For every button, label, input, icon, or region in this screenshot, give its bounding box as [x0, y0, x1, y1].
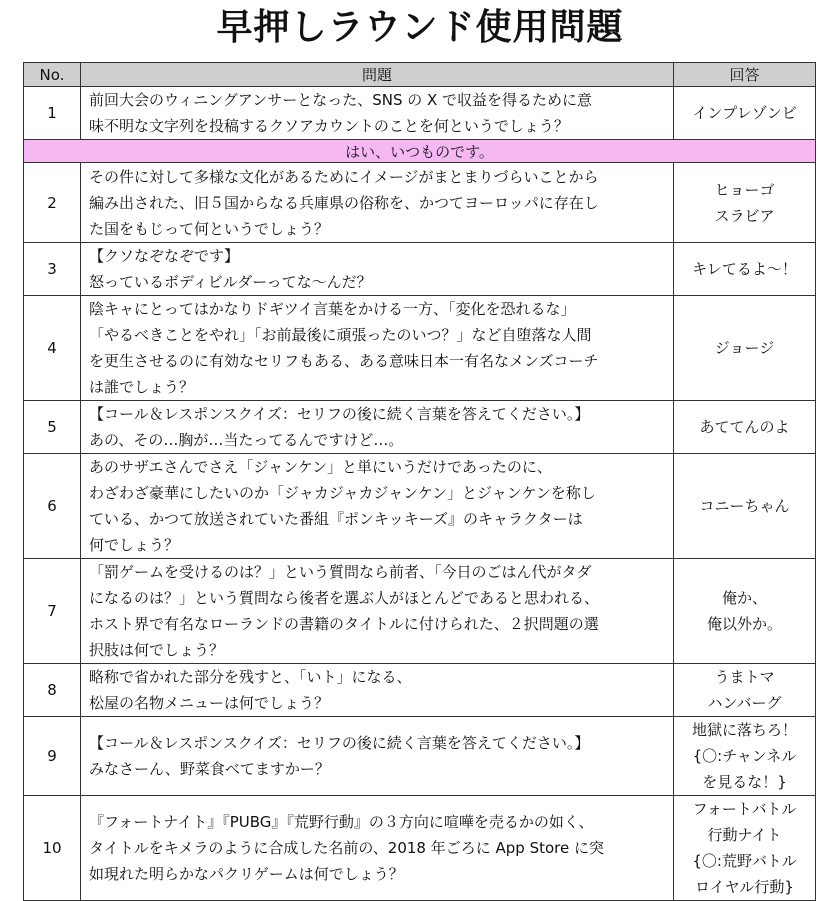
- row-number: 6: [24, 454, 81, 559]
- answer-text: うまトマ ハンバーグ: [674, 664, 816, 717]
- row-number: 8: [24, 664, 81, 717]
- answer-text: 地獄に落ちろ！ {〇:チャンネル を見るな！}: [674, 717, 816, 796]
- row-number: 1: [24, 87, 81, 140]
- answer-text: ヒョーゴ スラビア: [674, 163, 816, 243]
- row-number: 7: [24, 559, 81, 664]
- question-text: その件に対して多様な文化があるためにイメージがまとまりづらいことから 編み出された、旧５国からなる兵庫県の俗称を、かつてヨーロッパに存在し た国をもじって何というでしょう？: [81, 163, 674, 243]
- header-answer: 回答: [674, 63, 816, 87]
- answer-text: 俺か、 俺以外か。: [674, 559, 816, 664]
- note-row: [24, 140, 816, 163]
- answer-text: インプレゾンビ: [674, 87, 816, 140]
- table-row: [24, 401, 816, 454]
- answer-text: コニーちゃん: [674, 454, 816, 559]
- question-text: あのサザエさんでさえ「ジャンケン」と単にいうだけであったのに、 わざわざ豪華にしたいのか「ジャカジャカジャンケン」とジャンケンを称し ている、かつて放送されていた番組『ポンキッキーズ』のキャラクターは 何でしょう？: [81, 454, 674, 559]
- row-number: 3: [24, 243, 81, 296]
- table-row: [24, 796, 816, 901]
- table-row: [24, 664, 816, 717]
- table-row: [24, 454, 816, 559]
- question-text: 『フォートナイト』『PUBG』『荒野行動』の３方向に喧嘩を売るかの如く、 タイトルをキメラのように合成した名前の、2018 年ごろに App Store に突 如現れた明らかなパクリゲームは何でしょう？: [81, 796, 674, 901]
- table-row: [24, 296, 816, 401]
- row-number: 9: [24, 717, 81, 796]
- question-text: 前回大会のウィニングアンサーとなった、SNS の X で収益を得るために意 味不明な文字列を投稿するクソアカウントのことを何というでしょう？: [81, 87, 674, 140]
- question-text: 略称で省かれた部分を残すと、「いト」になる、 松屋の名物メニューは何でしょう？: [81, 664, 674, 717]
- header-question: 問題: [81, 63, 674, 87]
- row-number: 4: [24, 296, 81, 401]
- question-text: 「罰ゲームを受けるのは？」という質問なら前者、「今日のごはん代がタダ になるのは？」という質問なら後者を選ぶ人がほとんどであると思われる、 ホスト界で有名なローランドの書籍のタイトルに付けられた、２択問題の選 択肢は何でしょう？: [81, 559, 674, 664]
- answer-text: ジョージ: [674, 296, 816, 401]
- table-row: [24, 717, 816, 796]
- answer-text: フォートバトル 行動ナイト {〇:荒野バトル ロイヤル行動}: [674, 796, 816, 901]
- page-title: 早押しラウンド使用問題: [216, 7, 624, 48]
- table-header-row: [24, 63, 816, 87]
- header-no: No.: [24, 63, 81, 87]
- table-row: [24, 87, 816, 140]
- question-text: 【コール＆レスポンスクイズ：セリフの後に続く言葉を答えてください。】 あの、その…胸が…当たってるんですけど…。: [81, 401, 674, 454]
- table-row: [24, 559, 816, 664]
- question-text: 陰キャにとってはかなりドギツイ言葉をかける一方、「変化を恐れるな」 「やるべきことをやれ」「お前最後に頑張ったのいつ？」など自堕落な人間 を更生させるのに有効なセリフもある、ある意味日本一有名なメンズコーチ は誰でしょう？: [81, 296, 674, 401]
- note-text: はい、いつものです。: [24, 140, 816, 163]
- question-text: 【コール＆レスポンスクイズ：セリフの後に続く言葉を答えてください。】 みなさーん、野菜食べてますかー？: [81, 717, 674, 796]
- row-number: 2: [24, 163, 81, 243]
- row-number: 5: [24, 401, 81, 454]
- question-table: [23, 62, 816, 901]
- table-row: [24, 163, 816, 243]
- table-row: [24, 243, 816, 296]
- row-number: 10: [24, 796, 81, 901]
- answer-text: キレてるよ～！: [674, 243, 816, 296]
- question-text: 【クソなぞなぞです】 怒っているボディビルダーってな～んだ？: [81, 243, 674, 296]
- answer-text: あててんのよ: [674, 401, 816, 454]
